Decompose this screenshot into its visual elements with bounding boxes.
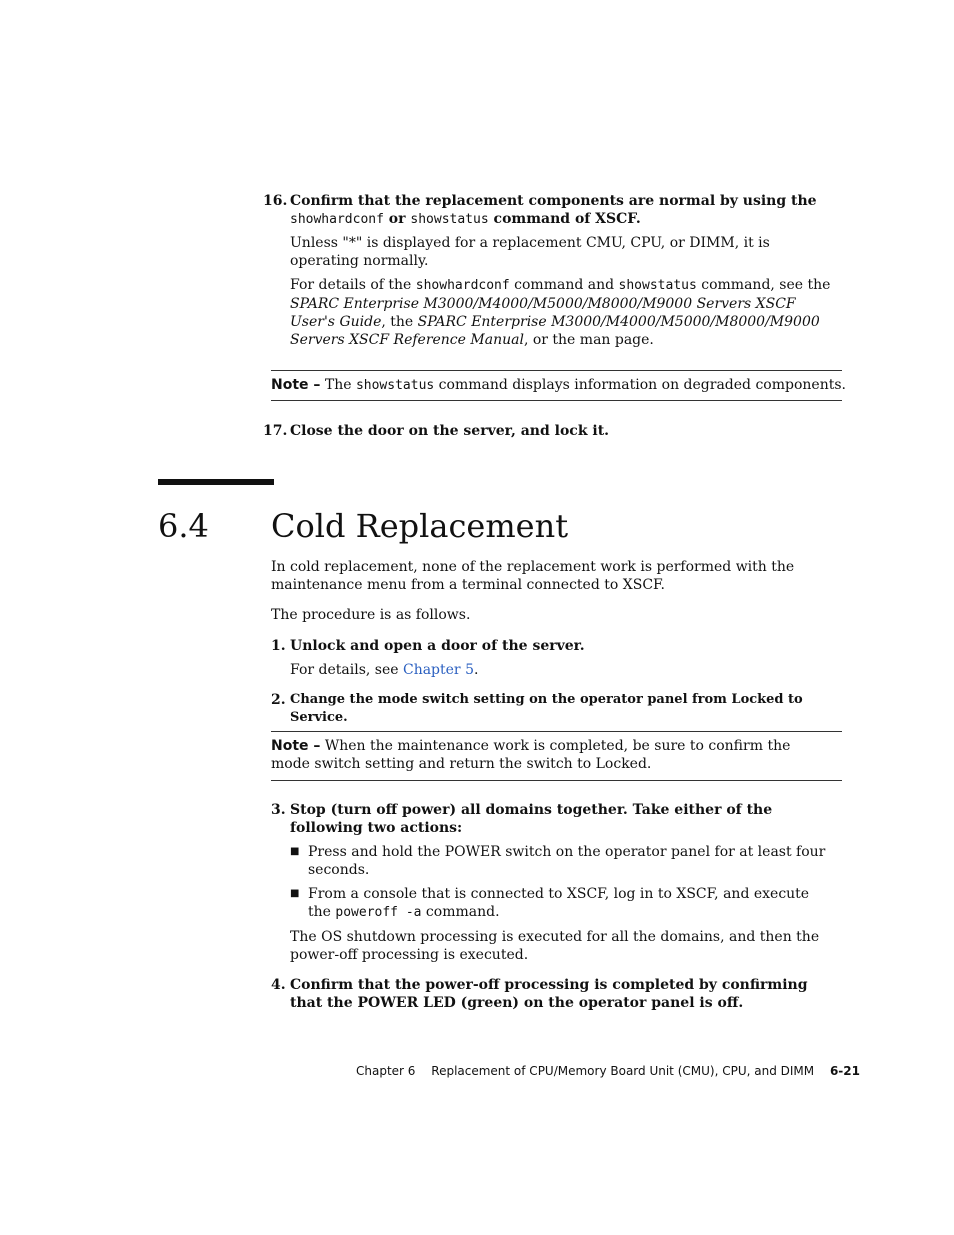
list-item: Press and hold the POWER switch on the operator panel for at least four seconds. (308, 844, 826, 878)
bullet-icon: ■ (290, 846, 300, 857)
command-name: showhardconf (290, 212, 384, 227)
step-text: Confirm that the power-off processing is completed by confirming that the POWER LED (green) on the operator panel is off. (290, 977, 808, 1011)
section-number: 6.4 (158, 507, 209, 545)
step-text: Unlock and open a door of the server. (290, 638, 585, 654)
command-name: showstatus (355, 378, 435, 393)
footer-title: Replacement of CPU/Memory Board Unit (CMU), CPU, and DIMM (431, 1064, 815, 1078)
divider (271, 370, 842, 371)
step-heading: Confirm that the replacement components are normal by using the showhardconf or showstatus command of XSCF. (290, 193, 817, 227)
paragraph: The OS shutdown processing is executed for all the domains, and then the power-off processing is executed. (290, 929, 820, 963)
paragraph: Unless "*" is displayed for a replacement CMU, CPU, or DIMM, it is operating normally. (290, 235, 770, 269)
book-title: SPARC Enterprise M3000/M4000/M5000/M8000/M9000 Servers XSCF User's Guide (290, 296, 796, 330)
note: Note – The showstatus command displays information on degraded components. (271, 377, 846, 393)
divider (271, 731, 842, 732)
command-name: showhardconf (415, 278, 510, 293)
note: Note – When the maintenance work is completed, be sure to confirm the mode switch setting and return the switch to Locked. (271, 738, 791, 772)
step-text: Change the mode switch setting on the operator panel from Locked to Service. (290, 692, 803, 725)
step-number: 1. (271, 638, 286, 654)
divider (271, 780, 842, 781)
paragraph: In cold replacement, none of the replacement work is performed with the maintenance menu from a terminal connected to XSCF. (271, 559, 795, 593)
paragraph: For details, see Chapter 5. (290, 662, 479, 678)
step-number: 2. (271, 692, 286, 708)
note-label: Note – (271, 377, 321, 393)
step-number: 3. (271, 802, 286, 818)
bullet-icon: ■ (290, 888, 300, 899)
step-number: 17. (263, 423, 288, 439)
divider (271, 400, 842, 401)
step-text: Close the door on the server, and lock it. (290, 423, 610, 439)
list-item: From a console that is connected to XSCF, log in to XSCF, and execute the poweroff -a command. (308, 886, 810, 920)
command-name: poweroff -a (335, 905, 422, 920)
book-title: SPARC Enterprise M3000/M4000/M5000/M8000/M9000 Servers XSCF Reference Manual (290, 314, 820, 348)
command-name: showstatus (410, 212, 489, 227)
step-number: 16. (263, 193, 288, 209)
section-rule (158, 479, 274, 485)
footer-chapter: Chapter 6 (356, 1064, 416, 1078)
section-title: Cold Replacement (271, 507, 569, 545)
step-text: Stop (turn off power) all domains together. Take either of the following two actions: (290, 802, 773, 836)
chapter-link[interactable]: Chapter 5 (402, 662, 474, 678)
paragraph: For details of the showhardconf command and showstatus command, see the SPARC Enterprise M3000/M4000/M5000/M8000/M9000 Servers XSCF User's Guide, the SPARC Enterprise M3000/M4000/M5000/M8000/M9000 Servers XSCF Reference Manual, or the man page. (290, 277, 831, 348)
note-label: Note – (271, 738, 321, 754)
paragraph: The procedure is as follows. (271, 607, 471, 623)
footer (356, 1064, 860, 1078)
step-number: 4. (271, 977, 286, 993)
command-name: showstatus (618, 278, 697, 293)
page-number: 6-21 (829, 1064, 860, 1078)
